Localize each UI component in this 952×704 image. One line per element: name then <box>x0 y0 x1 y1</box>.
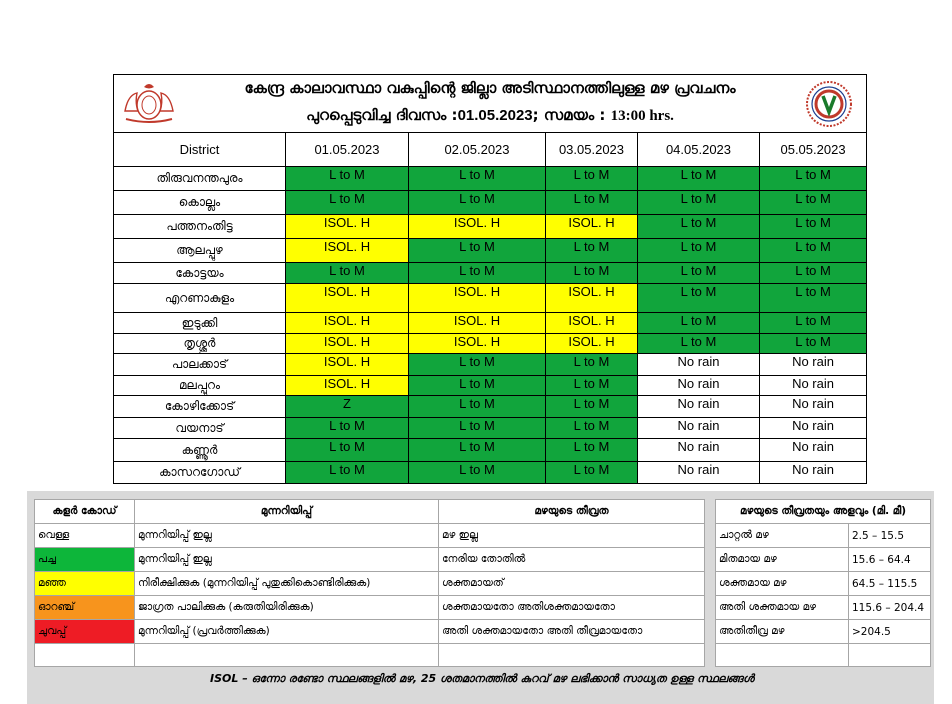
district-row <box>114 191 867 215</box>
forecast-cell: L to M <box>760 239 867 263</box>
legend-warning: മുന്നറിയിപ്പ് ഇല്ല <box>135 524 439 548</box>
district-name: തൃശ്ശൂർ <box>114 334 286 354</box>
forecast-cell: L to M <box>760 284 867 313</box>
forecast-cell: L to M <box>638 191 760 215</box>
intensity-label: അതിതീവ്ര മഴ <box>716 620 849 644</box>
district-row <box>114 396 867 418</box>
district-name: പത്തനംതിട്ട <box>114 215 286 239</box>
legend-color-name: പച്ച <box>35 548 135 572</box>
forecast-cell: L to M <box>409 354 546 376</box>
legend-row <box>35 524 705 548</box>
legend-warning: മുന്നറിയിപ്പ് ഇല്ല <box>135 548 439 572</box>
forecast-cell: No rain <box>760 418 867 439</box>
issued-label: പുറപ്പെടുവിച്ച ദിവസം : <box>306 106 458 124</box>
legend-intensity: നേരിയ തോതിൽ <box>439 548 705 572</box>
district-row <box>114 239 867 263</box>
intensity-label: അതി ശക്തമായ മഴ <box>716 596 849 620</box>
district-row <box>114 462 867 484</box>
legend-row <box>35 620 705 644</box>
forecast-table <box>113 74 867 484</box>
forecast-cell: L to M <box>760 167 867 191</box>
district-name: പാലക്കാട് <box>114 354 286 376</box>
column-header-district: District <box>114 133 286 167</box>
district-name: കോഴിക്കോട് <box>114 396 286 418</box>
legend-warning: നിരീക്ഷിക്കുക (മുന്നറിയിപ്പ് പുതുക്കികൊണ്ടിരിക്കുക) <box>135 572 439 596</box>
forecast-cell: L to M <box>409 263 546 284</box>
legend-color-name: മഞ്ഞ <box>35 572 135 596</box>
legend-header-intensity: മഴയുടെ തീവ്രത <box>439 500 705 524</box>
forecast-cell: ISOL. H <box>286 239 409 263</box>
report-title: കേന്ദ്ര കാലാവസ്ഥാ വകുപ്പിന്റെ ജില്ലാ അടിസ്ഥാനത്തിലുള്ള മഴ പ്രവചനം <box>244 79 736 97</box>
legend-intensity: അതി ശക്തമായതോ അതി തീവ്രമായതോ <box>439 620 705 644</box>
color-code-legend <box>34 499 705 667</box>
forecast-cell: L to M <box>638 284 760 313</box>
forecast-cell: Z <box>286 396 409 418</box>
district-name: ഇടുക്കി <box>114 313 286 334</box>
column-header-date: 01.05.2023 <box>286 133 409 167</box>
intensity-label: ശക്തമായ മഴ <box>716 572 849 596</box>
intensity-range: >204.5 <box>849 620 931 644</box>
forecast-cell: L to M <box>286 439 409 462</box>
forecast-cell: No rain <box>638 462 760 484</box>
intensity-row <box>716 620 931 644</box>
intensity-range: 115.6 – 204.4 <box>849 596 931 620</box>
report-header <box>114 75 867 133</box>
legend-color-name: ഓറഞ്ച് <box>35 596 135 620</box>
forecast-cell: No rain <box>638 354 760 376</box>
forecast-cell: No rain <box>760 439 867 462</box>
forecast-cell: L to M <box>286 263 409 284</box>
forecast-cell: L to M <box>638 239 760 263</box>
district-row <box>114 167 867 191</box>
forecast-cell: L to M <box>546 263 638 284</box>
forecast-cell: L to M <box>760 215 867 239</box>
forecast-cell: L to M <box>546 418 638 439</box>
forecast-cell: L to M <box>409 462 546 484</box>
legend-color-name: വെള്ള <box>35 524 135 548</box>
district-name: കൊല്ലം <box>114 191 286 215</box>
legend-row <box>35 596 705 620</box>
legend-row <box>35 572 705 596</box>
district-name: കണ്ണൂർ <box>114 439 286 462</box>
forecast-cell: ISOL. H <box>286 313 409 334</box>
district-row <box>114 439 867 462</box>
issued-time: 13:00 hrs. <box>610 108 674 124</box>
legend-header-warning: മുന്നറിയിപ്പ് <box>135 500 439 524</box>
forecast-cell: L to M <box>760 313 867 334</box>
legend-panel <box>27 491 934 704</box>
forecast-cell: No rain <box>638 418 760 439</box>
imd-logo-icon <box>804 79 854 129</box>
forecast-cell: L to M <box>546 462 638 484</box>
legend-intensity: മഴ ഇല്ല <box>439 524 705 548</box>
forecast-cell: L to M <box>286 418 409 439</box>
forecast-cell: No rain <box>638 396 760 418</box>
legend-warning: മുന്നറിയിപ്പ് (പ്രവർത്തിക്കുക) <box>135 620 439 644</box>
intensity-range: 64.5 – 115.5 <box>849 572 931 596</box>
isol-footnote: ISOL – ഒന്നോ രണ്ടോ സ്ഥലങ്ങളിൽ മഴ, 25 ശതമാനത്തിൽ കുറവ് മഴ ലഭിക്കാൻ സാധ്യത ഉള്ള സ്ഥലങ്ങൾ <box>209 672 754 685</box>
district-row <box>114 334 867 354</box>
forecast-cell: L to M <box>760 263 867 284</box>
forecast-cell: ISOL. H <box>286 376 409 396</box>
legend-row <box>35 548 705 572</box>
forecast-cell: L to M <box>286 167 409 191</box>
issued-date: 01.05.2023 <box>457 107 533 124</box>
forecast-cell: ISOL. H <box>409 284 546 313</box>
forecast-cell: L to M <box>546 354 638 376</box>
forecast-cell: ISOL. H <box>409 334 546 354</box>
forecast-cell: No rain <box>638 439 760 462</box>
intensity-row <box>716 524 931 548</box>
forecast-cell: L to M <box>409 418 546 439</box>
forecast-cell: ISOL. H <box>286 354 409 376</box>
column-header-row <box>114 133 867 167</box>
forecast-cell: L to M <box>409 191 546 215</box>
forecast-cell: L to M <box>409 167 546 191</box>
forecast-cell: ISOL. H <box>546 284 638 313</box>
district-row <box>114 284 867 313</box>
forecast-cell: L to M <box>286 462 409 484</box>
district-name: എറണാകുളം <box>114 284 286 313</box>
legend-warning: ജാഗ്രത പാലിക്കുക (കരുതിയിരിക്കുക) <box>135 596 439 620</box>
forecast-cell: ISOL. H <box>409 215 546 239</box>
forecast-cell: No rain <box>760 354 867 376</box>
forecast-cell: ISOL. H <box>546 215 638 239</box>
forecast-cell: ISOL. H <box>286 334 409 354</box>
forecast-cell: L to M <box>409 396 546 418</box>
column-header-date: 02.05.2023 <box>409 133 546 167</box>
legend-color-name: ചുവപ്പ് <box>35 620 135 644</box>
forecast-cell: L to M <box>638 263 760 284</box>
district-row <box>114 354 867 376</box>
forecast-cell: ISOL. H <box>546 334 638 354</box>
forecast-cell: L to M <box>638 167 760 191</box>
legend-empty-cell <box>135 644 439 667</box>
forecast-cell: L to M <box>638 313 760 334</box>
district-name: വയനാട് <box>114 418 286 439</box>
district-row <box>114 215 867 239</box>
intensity-range: 2.5 – 15.5 <box>849 524 931 548</box>
time-label: ; സമയം : <box>532 106 611 124</box>
district-name: ആലപ്പുഴ <box>114 239 286 263</box>
forecast-cell: No rain <box>760 462 867 484</box>
intensity-header: മഴയുടെ തീവ്രതയും അളവും (മി. മീ) <box>716 500 931 524</box>
district-name: തിരുവനന്തപുരം <box>114 167 286 191</box>
intensity-row <box>716 572 931 596</box>
issued-line <box>114 106 866 125</box>
forecast-cell: L to M <box>409 376 546 396</box>
district-row <box>114 376 867 396</box>
intensity-label: മിതമായ മഴ <box>716 548 849 572</box>
legend-header-color: കളർ കോഡ് <box>35 500 135 524</box>
intensity-range: 15.6 – 64.4 <box>849 548 931 572</box>
district-row <box>114 418 867 439</box>
forecast-cell: L to M <box>760 334 867 354</box>
intensity-empty-cell <box>716 644 849 667</box>
forecast-cell: L to M <box>638 334 760 354</box>
forecast-cell: L to M <box>546 167 638 191</box>
legend-intensity: ശക്തമായതോ അതിശക്തമായതോ <box>439 596 705 620</box>
forecast-cell: ISOL. H <box>286 215 409 239</box>
intensity-row <box>716 548 931 572</box>
forecast-cell: L to M <box>760 191 867 215</box>
forecast-cell: No rain <box>760 396 867 418</box>
column-header-date: 05.05.2023 <box>760 133 867 167</box>
forecast-cell: ISOL. H <box>546 313 638 334</box>
forecast-cell: L to M <box>638 215 760 239</box>
column-header-date: 04.05.2023 <box>638 133 760 167</box>
forecast-cell: L to M <box>409 239 546 263</box>
rainfall-intensity-table <box>715 499 931 667</box>
legend-empty-cell <box>439 644 705 667</box>
intensity-empty-cell <box>849 644 931 667</box>
forecast-cell: L to M <box>546 376 638 396</box>
intensity-label: ചാറ്റൽ മഴ <box>716 524 849 548</box>
forecast-cell: L to M <box>409 439 546 462</box>
district-row <box>114 263 867 284</box>
district-name: കോട്ടയം <box>114 263 286 284</box>
legend-intensity: ശക്തമായത് <box>439 572 705 596</box>
intensity-row <box>716 596 931 620</box>
forecast-cell: L to M <box>286 191 409 215</box>
forecast-cell: ISOL. H <box>409 313 546 334</box>
district-name: കാസറഗോഡ് <box>114 462 286 484</box>
forecast-cell: L to M <box>546 396 638 418</box>
forecast-cell: L to M <box>546 239 638 263</box>
forecast-cell: No rain <box>760 376 867 396</box>
forecast-cell: No rain <box>638 376 760 396</box>
forecast-cell: L to M <box>546 439 638 462</box>
column-header-date: 03.05.2023 <box>546 133 638 167</box>
district-name: മലപ്പുറം <box>114 376 286 396</box>
district-row <box>114 313 867 334</box>
legend-empty-cell <box>35 644 135 667</box>
forecast-cell: ISOL. H <box>286 284 409 313</box>
forecast-cell: L to M <box>546 191 638 215</box>
